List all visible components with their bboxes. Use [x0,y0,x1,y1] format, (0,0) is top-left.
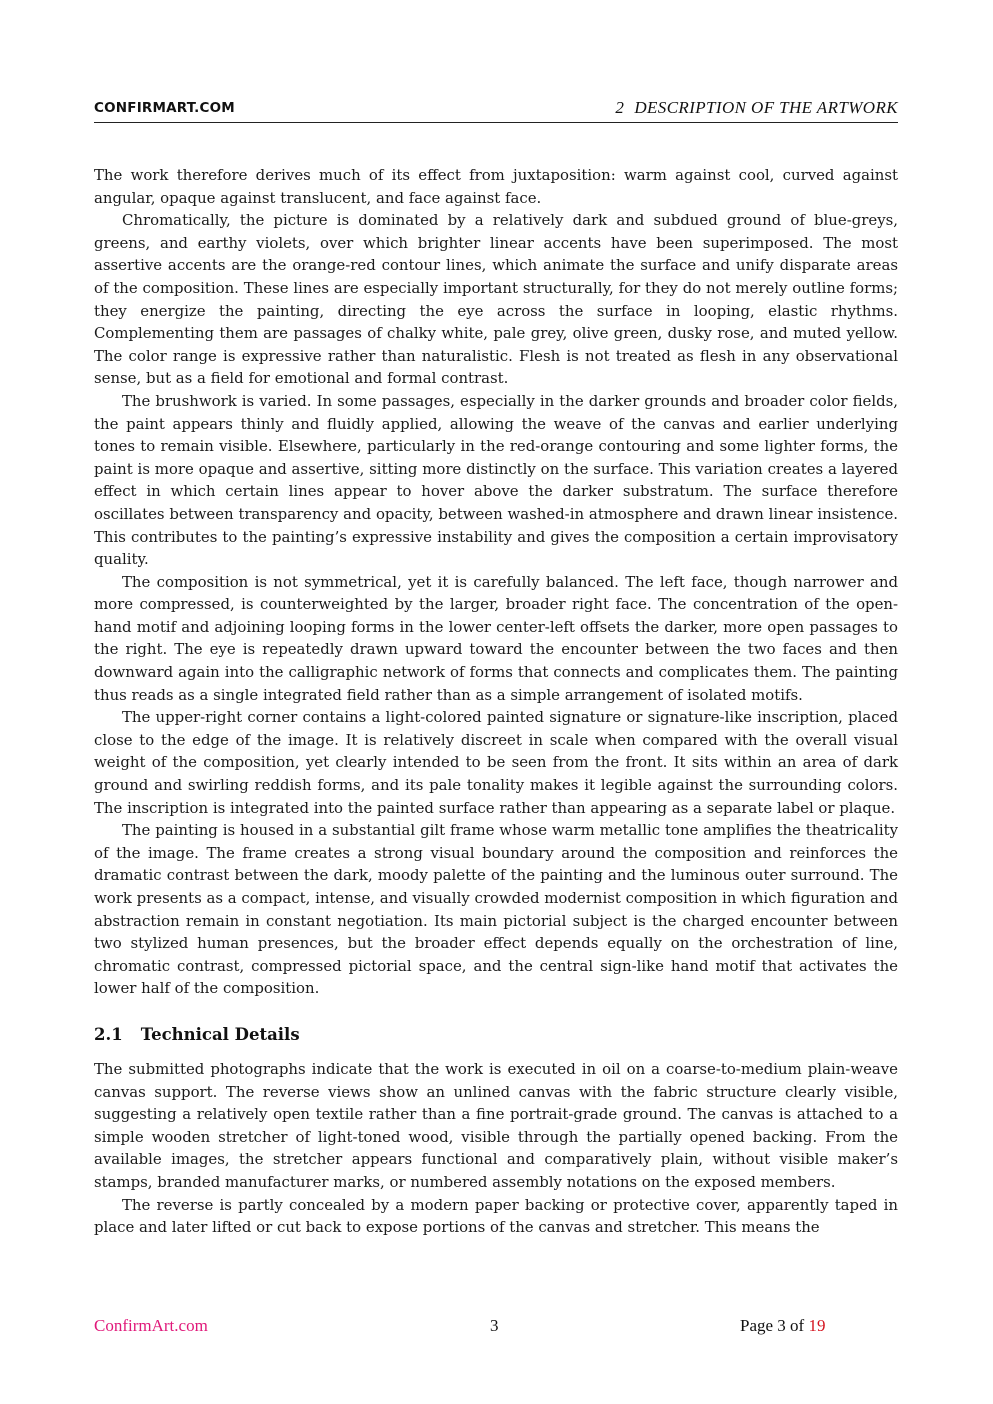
running-section-title [615,98,898,118]
subsection-heading [94,1024,898,1046]
page-label: Page 3 of [740,1316,805,1335]
paragraph: The brushwork is varied. In some passages, especially in the darker grounds and broader color fields, the paint appears thinly and fluidly applied, allowing the weave of the canvas and earlier underlying tones to remain visible. Elsewhere, particularly in the red-orange contouring and some lighter forms, the paint is more opaque and assertive, sitting more distinctly on the surface. This variation creates a layered effect in which certain lines appear to hover above the darker substratum. The surface therefore oscillates between transparency and opacity, between washed-in atmosphere and drawn linear insistence. This contributes to the painting’s expressive instability and gives the composition a certain improvisatory quality. [94,391,898,569]
paragraph: Chromatically, the picture is dominated by a relatively dark and subdued ground of blue-greys, greens, and earthy violets, over which brighter linear accents have been superimposed. The most assertive accents are the orange-red contour lines, which animate the surface and unify disparate areas of the composition. These lines are especially important structurally, for they do not merely outline forms; they energize the painting, directing the eye across the surface in looping, elastic rhythms. Complementing them are passages of chalky white, pale grey, olive green, dusky rose, and muted yellow. The color range is expressive rather than naturalistic. Flesh is not treated as flesh in any observational sense, but as a field for emotional and formal contrast. [94,211,898,388]
site-link[interactable]: ConfirmArt.com [94,1316,208,1335]
paragraph: The reverse is partly concealed by a modern paper backing or protective cover, apparently taped in place and later lifted or cut back to expose portions of the canvas and stretcher. This means the [94,1195,898,1237]
total-pages-link[interactable]: 19 [808,1316,826,1335]
page-footer [94,1316,898,1340]
page-number: 3 [490,1316,499,1335]
subsection-title: Technical Details [140,1024,300,1044]
paragraph: The submitted photographs indicate that the work is executed in oil on a coarse-to-medium plain-weave canvas support. The reverse views show an unlined canvas with the fabric structure clearly visible, suggesting a relatively open textile rather than a fine portrait-grade ground. The canvas is attached to a simple wooden stretcher of light-toned wood, visible through the partially opened backing. From the available images, the stretcher appears functional and comparatively plain, without visible maker’s stamps, branded manufacturer marks, or numbered assembly notations on the exposed members. [94,1059,898,1191]
paragraph: The work therefore derives much of its effect from juxtaposition: warm against cool, curved against angular, opaque against translucent, and face against face. [94,166,898,207]
subsection-number: 2.1 [94,1024,123,1044]
paragraph: The painting is housed in a substantial gilt frame whose warm metallic tone amplifies the theatricality of the image. The frame creates a strong visual boundary around the composition and reinforces the dramatic contrast between the dark, moody palette of the painting and the luminous outer surround. The work presents as a compact, intense, and visually crowded modernist composition in which figuration and abstraction remain in constant negotiation. Its main pictorial subject is the charged encounter between two stylized human presences, but the broader effect depends equally on the orchestration of line, chromatic contrast, compressed pictorial space, and the central sign-like hand motif that activates the lower half of the composition. [94,821,898,998]
paragraph: The upper-right corner contains a light-colored painted signature or signature-like inscription, placed close to the edge of the image. It is relatively discreet in scale when compared with the overall visual weight of the composition, yet clearly intended to be seen from the front. It sits within an area of dark ground and swirling reddish forms, and its pale tonality makes it legible against the surrounding colors. The inscription is integrated into the painted surface rather than appearing as a separate label or plaque. [94,708,898,817]
document-body [94,164,898,1239]
site-logo: CONFIRMART.COM [94,100,235,116]
page-header [94,98,898,123]
page-count [740,1316,825,1336]
section-title: DESCRIPTION OF THE ARTWORK [634,98,898,117]
paragraph: The composition is not symmetrical, yet it is carefully balanced. The left face, though narrower and more compressed, is counterweighted by the larger, broader right face. The concentration of the open-hand motif and adjoining looping forms in the lower center-left offsets the darker, more open passages to the right. The eye is repeatedly drawn upward toward the encounter between the two faces and then downward again into the calligraphic network of forms that connects and complicates them. The painting thus reads as a single integrated field rather than as a simple arrangement of isolated motifs. [94,572,898,704]
section-number: 2 [615,98,625,117]
